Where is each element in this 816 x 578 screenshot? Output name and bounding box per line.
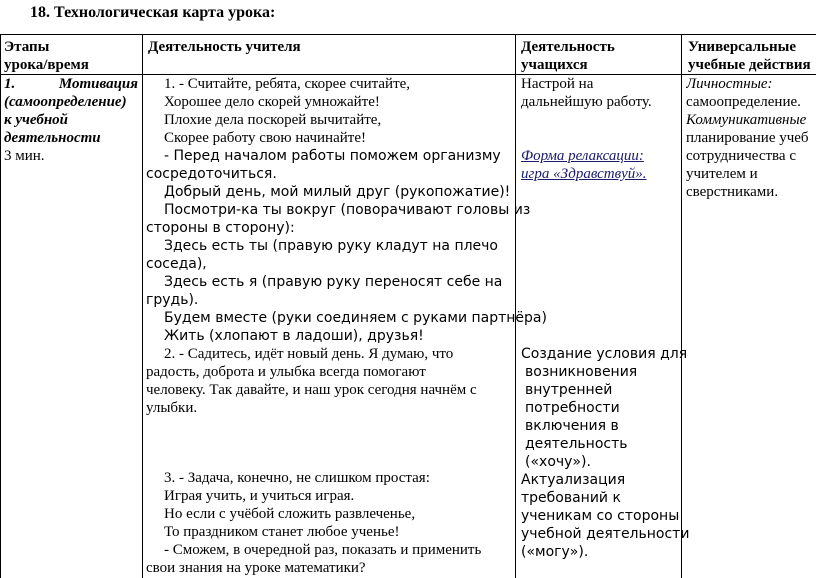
header-uud-line: учебные действия <box>688 57 811 73</box>
students-line: учебной деятельности <box>521 526 690 542</box>
teacher-line: Скорее работу свою начинайте! <box>164 130 366 146</box>
students-line: («хочу»). <box>525 454 591 470</box>
column-divider-1 <box>142 34 143 578</box>
uud-cell <box>686 75 816 201</box>
stage-line: (самоопределение) <box>4 94 127 110</box>
teacher-line: 1. - Считайте, ребята, скорее считайте, <box>164 76 411 92</box>
page-title: 18. Технологическая карта урока: <box>30 4 276 21</box>
teacher-line: улыбки. <box>146 400 198 416</box>
teacher-line: свои знания на уроке математики? <box>146 560 366 576</box>
students-block-1 <box>521 75 652 111</box>
teacher-line: 3. - Задача, конечно, не слишком простая: <box>164 470 430 486</box>
teacher-line: Но если с учёбой сложить развлеченье, <box>164 506 416 522</box>
stage-title-line <box>4 75 138 93</box>
students-line: Настрой на <box>521 76 594 92</box>
uud-comm-label: Коммуникативные <box>686 112 807 128</box>
relaxation-link[interactable] <box>521 147 647 183</box>
header-students-line: Деятельность <box>521 39 615 55</box>
teacher-line: сосредоточиться. <box>146 166 277 182</box>
column-divider-2 <box>515 34 516 578</box>
stage-time: 3 мин. <box>4 148 45 164</box>
teacher-line: 2. - Садитесь, идёт новый день. Я думаю, что <box>164 346 454 362</box>
header-students <box>521 38 615 74</box>
students-line: потребности <box>525 400 620 416</box>
relaxation-line: Форма релаксации: <box>521 148 644 164</box>
header-uud-line: Универсальные <box>688 39 796 55</box>
teacher-line: Посмотри-ка ты вокруг (поворачивают головы из <box>164 202 531 218</box>
students-line: внутренней <box>525 382 613 398</box>
teacher-line: радость, доброта и улыбка всегда помогают <box>146 364 426 380</box>
students-block-2 <box>521 345 687 471</box>
stage-line: деятельности <box>4 130 101 146</box>
teacher-line: Добрый день, мой милый друг (рукопожатие)! <box>164 184 511 200</box>
header-uud <box>688 38 811 74</box>
teacher-line: Жить (хлопают в ладоши), друзья! <box>164 328 424 344</box>
table-left-border <box>0 34 1 578</box>
uud-comm-line: планирование учеб <box>686 130 809 146</box>
students-line: деятельность <box>525 436 628 452</box>
uud-personal-label: Личностные: <box>686 76 773 92</box>
teacher-cell-part3 <box>146 469 512 577</box>
stage-cell <box>4 75 138 165</box>
header-stages-line: урока/время <box>4 57 89 73</box>
header-students-line: учащихся <box>521 57 588 73</box>
header-teacher: Деятельность учителя <box>148 39 301 55</box>
teacher-line: человеку. Так давайте, и наш урок сегодня начнём с <box>146 382 477 398</box>
uud-comm-line: сотрудничества с <box>686 148 796 164</box>
uud-personal-value: самоопределение. <box>686 94 801 110</box>
teacher-line: - Перед началом работы поможем организму <box>164 148 501 164</box>
students-line: («могу»). <box>521 544 589 560</box>
students-line: дальнейшую работу. <box>521 94 652 110</box>
header-stages-line: Этапы <box>4 39 50 55</box>
students-line: ученикам со стороны <box>521 508 680 524</box>
students-line: Актуализация <box>521 472 626 488</box>
uud-comm-line: сверстниками. <box>686 184 779 200</box>
teacher-line: То праздником станет любое ученье! <box>164 524 400 540</box>
teacher-line: Здесь есть ты (правую руку кладут на плечо <box>164 238 498 254</box>
uud-comm-line: учителем и <box>686 166 758 182</box>
teacher-line: Будем вместе (руки соединяем с руками партнёра) <box>164 310 547 326</box>
teacher-line: стороны в сторону): <box>146 220 295 236</box>
students-line: Создание условия для <box>521 346 688 362</box>
stage-word: Мотивация <box>58 76 138 92</box>
stage-line: к учебной <box>4 112 68 128</box>
teacher-line: соседа), <box>146 256 207 272</box>
teacher-cell <box>146 75 547 417</box>
table-top-border <box>0 34 816 35</box>
teacher-line: Плохие дела поскорей вычитайте, <box>164 112 382 128</box>
teacher-line: Хорошее дело скорей умножайте! <box>164 94 380 110</box>
header-stages <box>4 38 89 74</box>
teacher-line: грудь). <box>146 292 199 308</box>
stage-number: 1. <box>4 76 16 92</box>
teacher-line: - Сможем, в очередной раз, показать и применить <box>164 542 482 558</box>
teacher-line: Здесь есть я (правую руку переносят себе на <box>164 274 503 290</box>
teacher-line: Играя учить, и учиться играя. <box>164 488 355 504</box>
students-line: требований к <box>521 490 621 506</box>
students-line: возникновения <box>525 364 638 380</box>
students-line: включения в <box>525 418 619 434</box>
relaxation-line: игра «Здравствуй». <box>521 166 647 182</box>
students-block-3 <box>521 471 689 561</box>
